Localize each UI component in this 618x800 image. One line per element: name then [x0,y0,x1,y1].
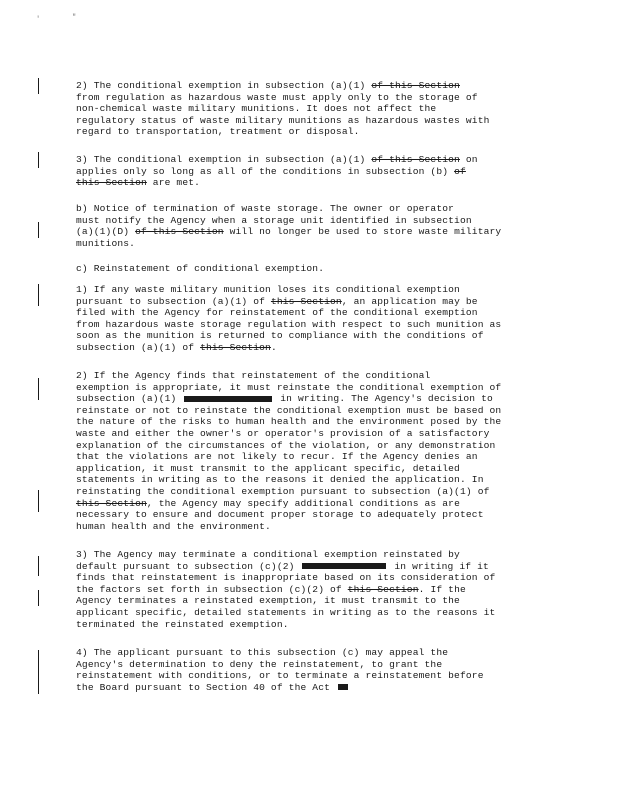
text-line [76,330,542,342]
text-run: soon as the munition is returned to compliance with the conditions of [76,330,484,342]
text-line [76,498,542,510]
paragraph-a3 [76,154,542,189]
text-line [76,177,542,189]
text-run: 2) The conditional exemption in subsection (a)(1) [76,80,372,91]
redaction-mark [184,396,272,402]
text-run: reinstatement with conditions, or to terminate a reinstatement before [76,670,484,682]
text-run: in writing if it [388,560,489,572]
struck-text: this Section [76,177,147,189]
text-line [76,549,542,561]
text-run: must notify the Agency when a storage unit identified in subsection [76,214,472,226]
text-run: statements in writing as to the reasons it denied the application. In [76,474,484,486]
text-run: necessary to ensure and document proper storage to adequately protect [76,509,484,521]
text-run: munitions. [76,237,136,249]
text-line [76,607,542,619]
text-line [76,463,542,475]
text-run: applies only so long as all of the conditions in subsection (b) [76,165,455,177]
text-run: filed with the Agency for reinstatement of the conditional exemption [76,307,478,319]
change-bar [38,556,39,576]
text-line [76,647,542,659]
text-line [76,166,542,178]
text-line [76,451,542,463]
text-run: from regulation as hazardous waste must apply only to the storage of [76,91,478,103]
text-line [76,370,542,382]
text-run: the nature of the risks to human health and the environment posed by the [76,416,502,428]
scan-mark: " [72,14,77,22]
text-line [76,521,542,533]
text-line [76,595,542,607]
text-run: finds that reinstatement is inappropriate based on its consideration of [76,572,496,584]
text-line [76,382,542,394]
text-run: explanation of the circumstances of the violation, or any demonstration [76,439,496,451]
text-line [76,215,542,227]
redaction-mark [302,563,386,569]
text-line [76,584,542,596]
change-bar [38,222,39,238]
text-run: . If the [418,583,466,595]
text-run: , the Agency may specify additional conditions as are [146,497,460,509]
paragraph-c1 [76,284,542,354]
struck-text: of [454,165,466,177]
struck-text: of this Section [135,226,224,238]
struck-text: of this Section [371,80,460,91]
text-line [76,393,542,405]
text-line [76,92,542,104]
text-run: . [270,341,277,353]
text-run: in writing. The Agency's decision to [274,393,493,405]
text-run: will no longer be used to store waste military [223,226,502,238]
text-run: pursuant to subsection (a)(1) of [76,295,271,307]
text-line [76,115,542,127]
paragraph-c-heading [76,263,542,275]
text-line [76,428,542,440]
change-bar [38,490,39,512]
text-run: from hazardous waste storage regulation with respect to such munition as [76,318,502,330]
text-run: 3) The Agency may terminate a conditional exemption reinstated by [76,549,460,560]
text-line [76,659,542,671]
change-bar [38,78,39,94]
text-line [76,103,542,115]
text-run: the Board pursuant to Section 40 of the Act [76,681,336,693]
change-bar [38,378,39,400]
text-line [76,572,542,584]
text-run: regulatory status of waste military munitions as hazardous wastes with [76,114,490,126]
change-bar [38,650,39,694]
text-run: c) Reinstatement of conditional exemption. [76,263,325,274]
change-bar [38,152,39,168]
text-line [76,474,542,486]
struck-text: this Section [200,341,271,353]
text-line [76,226,542,238]
struck-text: this Section [76,497,147,509]
text-run: application, it must transmit to the applicant specific, detailed [76,462,460,474]
text-line [76,509,542,521]
text-line [76,416,542,428]
paragraph-a2 [76,80,542,138]
text-run: reinstating the conditional exemption pursuant to subsection (a)(1) of [76,485,490,497]
text-run: b) Notice of termination of waste storage. The owner or operator [76,203,455,214]
text-line [76,238,542,250]
text-line [76,296,542,308]
text-run: 1) If any waste military munition loses its conditional exemption [76,284,460,295]
text-run: subsection (a)(1) [76,393,183,405]
struck-text: of this Section [371,154,460,165]
text-run: exemption is appropriate, it must reinstate the conditional exemption of [76,381,502,393]
text-run: on [459,154,478,165]
text-line [76,263,542,275]
redaction-mark [338,684,348,690]
text-line [76,486,542,498]
text-line [76,440,542,452]
text-run: Agency's determination to deny the reinstatement, to grant the [76,658,443,670]
struck-text: this Section [347,583,419,595]
text-line [76,80,542,92]
text-run: reinstate or not to reinstate the conditional exemption must be based on [76,404,502,416]
text-run: 3) The conditional exemption in subsection (a)(1) [76,154,372,165]
text-line [76,682,542,694]
text-line [76,670,542,682]
struck-text: this Section [270,295,342,307]
text-run: non-chemical waste military munitions. It does not affect the [76,103,437,115]
change-bar [38,284,39,306]
text-run: that the violations are not likely to recur. If the Agency denies an [76,451,478,463]
text-run: the factors set forth in subsection (c)(2) of [76,583,348,595]
text-run: , an application may be [341,295,478,307]
text-line [76,203,542,215]
text-run: subsection (a)(1) of [76,341,201,353]
change-bar [38,590,39,606]
text-line [76,307,542,319]
scan-mark: ' [36,16,41,24]
text-line [76,284,542,296]
text-line [76,561,542,573]
text-run: 2) If the Agency finds that reinstatement of the conditional [76,370,431,381]
text-line [76,154,542,166]
text-run: applicant specific, detailed statements in writing as to the reasons it [76,606,496,618]
text-run: waste and either the owner's or operator's provision of a satisfactory [76,427,490,439]
text-line [76,342,542,354]
text-run: human health and the environment. [76,520,271,532]
paragraph-c2 [76,370,542,532]
text-run: regard to transportation, treatment or disposal. [76,126,360,138]
text-line [76,405,542,417]
paragraph-b [76,203,542,249]
text-run: default pursuant to subsection (c)(2) [76,560,301,572]
text-run: terminated the reinstated exemption. [76,618,289,630]
text-run: are met. [146,177,201,189]
text-run: Agency terminates a reinstated exemption, it must transmit to the [76,595,460,607]
text-run: 4) The applicant pursuant to this subsection (c) may appeal the [76,647,449,658]
text-line [76,126,542,138]
text-line [76,619,542,631]
text-line [76,319,542,331]
paragraph-c4 [76,647,542,693]
paragraph-c3 [76,549,542,630]
text-run: (a)(1)(D) [76,226,136,238]
